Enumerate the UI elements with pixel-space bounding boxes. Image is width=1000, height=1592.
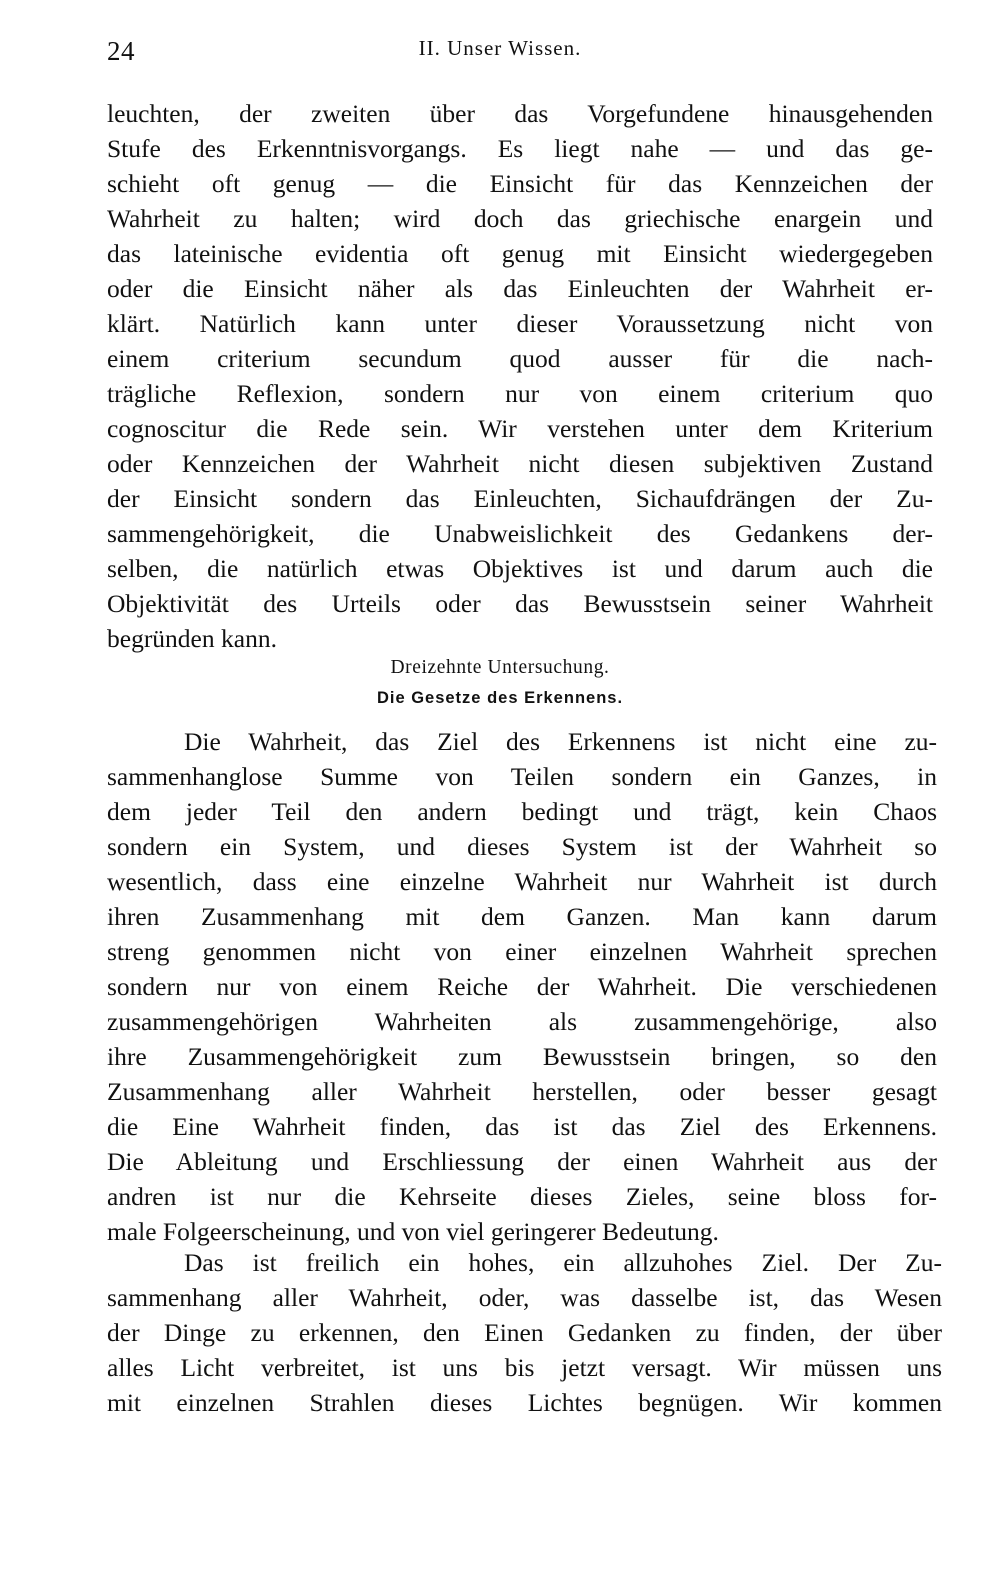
- text-line: male Folgeerscheinung, und von viel geringerer Bedeutung.: [107, 1217, 719, 1246]
- text-line: Die Ableitung und Erschliessung der einen Wahrheit aus der: [107, 1147, 937, 1176]
- text-line: sammengehörigkeit, die Unabweislichkeit des Gedankens der-: [107, 519, 933, 548]
- text-line: zusammengehörigen Wahrheiten als zusammengehörige, also: [107, 1007, 937, 1036]
- text-line: ihre Zusammengehörigkeit zum Bewusstsein bringen, so den: [107, 1042, 937, 1071]
- text-line: alles Licht verbreitet, ist uns bis jetzt versagt. Wir müssen uns: [107, 1353, 942, 1382]
- text-line: cognoscitur die Rede sein. Wir verstehen unter dem Kriterium: [107, 414, 933, 443]
- text-line: Zusammenhang aller Wahrheit herstellen, oder besser gesagt: [107, 1077, 937, 1106]
- text-line: schieht oft genug — die Einsicht für das Kennzeichen der: [107, 169, 933, 198]
- text-line: sammenhanglose Summe von Teilen sondern ein Ganzes, in: [107, 762, 937, 791]
- text-line: sondern nur von einem Reiche der Wahrheit. Die verschiedenen: [107, 972, 937, 1001]
- text-line: ihren Zusammenhang mit dem Ganzen. Man kann darum: [107, 902, 937, 931]
- text-line: Stufe des Erkenntnisvorgangs. Es liegt nahe — und das ge-: [107, 134, 933, 163]
- page-number: 24: [107, 36, 135, 66]
- text-line: oder die Einsicht näher als das Einleuchten der Wahrheit er-: [107, 274, 933, 303]
- text-line: der Dinge zu erkennen, den Einen Gedanken zu finden, der über: [107, 1318, 942, 1347]
- text-line: begründen kann.: [107, 624, 277, 653]
- text-line: selben, die natürlich etwas Objektives ist und darum auch die: [107, 554, 933, 583]
- section-label: Dreizehnte Untersuchung.: [390, 657, 610, 678]
- paragraph-1: [107, 96, 933, 656]
- text-line: streng genommen nicht von einer einzelnen Wahrheit sprechen: [107, 937, 937, 966]
- running-head: II. Unser Wissen.: [418, 36, 582, 60]
- text-line: andren ist nur die Kehrseite dieses Zieles, seine bloss for-: [107, 1182, 937, 1211]
- text-line: Objektivität des Urteils oder das Bewusstsein seiner Wahrheit: [107, 589, 933, 618]
- text-line: einem criterium secundum quod ausser für die nach-: [107, 344, 933, 373]
- text-line: wesentlich, dass eine einzelne Wahrheit nur Wahrheit ist durch: [107, 867, 937, 896]
- section-title: Die Gesetze des Erkennens.: [376, 689, 624, 707]
- text-line: mit einzelnen Strahlen dieses Lichtes begnügen. Wir kommen: [107, 1388, 942, 1417]
- paragraph-3: [107, 1245, 942, 1420]
- text-line: Wahrheit zu halten; wird doch das griechische enargein und: [107, 204, 933, 233]
- text-line: oder Kennzeichen der Wahrheit nicht diesen subjektiven Zustand: [107, 449, 933, 478]
- text-line: sondern ein System, und dieses System ist der Wahrheit so: [107, 832, 937, 861]
- text-line: trägliche Reflexion, sondern nur von einem criterium quo: [107, 379, 933, 408]
- text-line: dem jeder Teil den andern bedingt und trägt, kein Chaos: [107, 797, 937, 826]
- text-line: leuchten, der zweiten über das Vorgefundene hinausgehenden: [107, 99, 933, 128]
- text-line: sammenhang aller Wahrheit, oder, was dasselbe ist, das Wesen: [107, 1283, 942, 1312]
- text-line: klärt. Natürlich kann unter dieser Voraussetzung nicht von: [107, 309, 933, 338]
- text-line: Das ist freilich ein hohes, ein allzuhohes Ziel. Der Zu-: [184, 1248, 942, 1277]
- text-line: Die Wahrheit, das Ziel des Erkennens ist nicht eine zu-: [184, 727, 937, 756]
- text-line: das lateinische evidentia oft genug mit Einsicht wiedergegeben: [107, 239, 933, 268]
- text-line: der Einsicht sondern das Einleuchten, Sichaufdrängen der Zu-: [107, 484, 933, 513]
- paragraph-2: [107, 724, 937, 1249]
- text-line: die Eine Wahrheit finden, das ist das Ziel des Erkennens.: [107, 1112, 937, 1141]
